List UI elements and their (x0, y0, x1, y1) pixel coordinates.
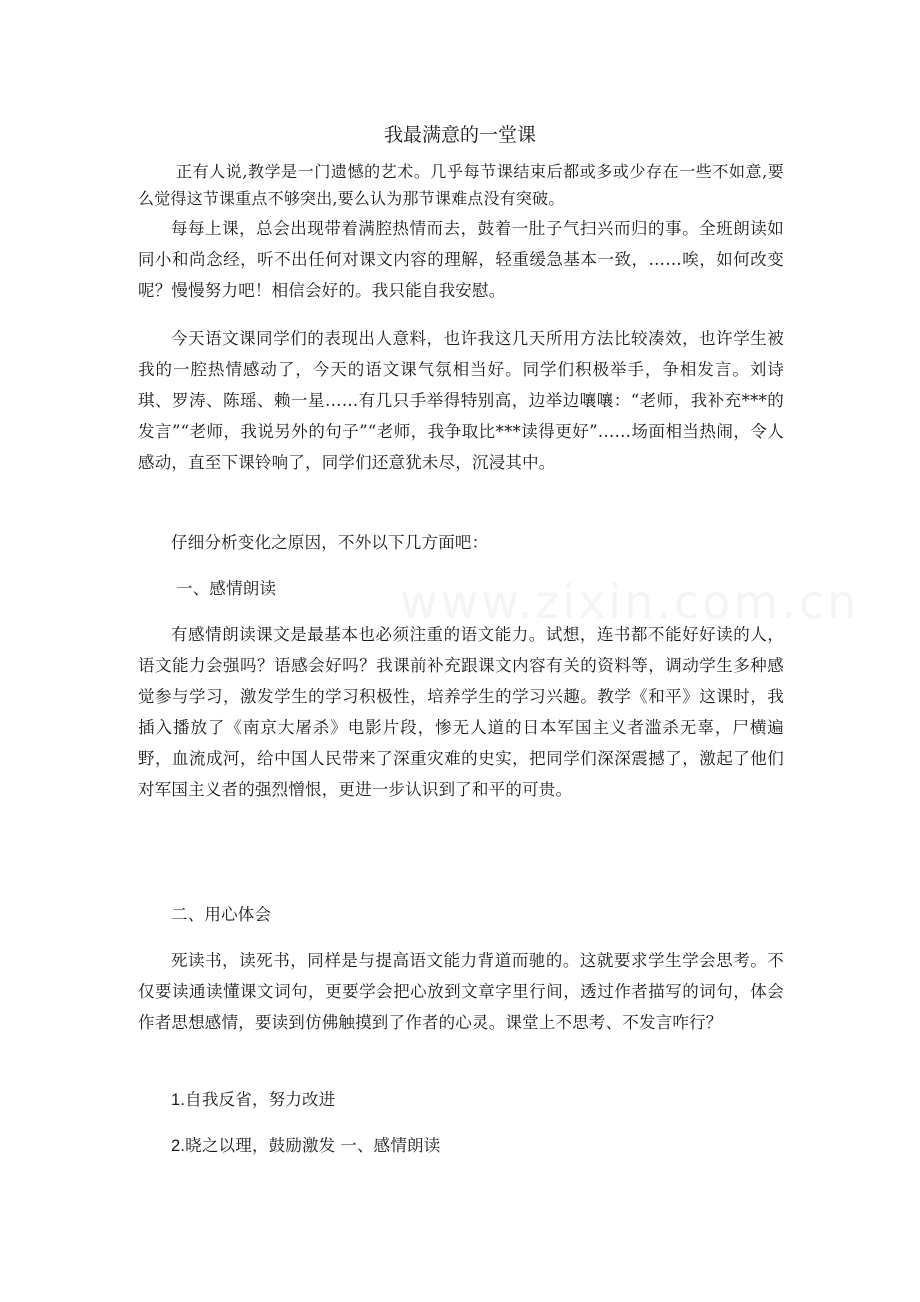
paragraph-careful-understanding: 死读书，读死书，同样是与提高语文能力背道而驰的。这就要求学生学会思考。不仅要读通读懂课文词句，更要学会把心放到文章字里行间，透过作者描写的词句，体会作者思想感情，要读到仿佛触摸到了作者的心灵。课堂上不思考、不发言咋行？ (138, 951, 784, 1032)
paragraph-problem: 每每上课，总会出现带着满腔热情而去，鼓着一肚子气扫兴而归的事。全班朗读如同小和尚念经，听不出任何对课文内容的理解，轻重缓急基本一致，……唉，如何改变呢？慢慢努力吧！相信会好的。我只能自我安慰。 (138, 219, 784, 300)
heading-emotional-reading: 一、感情朗读 (176, 579, 277, 598)
document-title: 我最满意的一堂课 (383, 124, 536, 146)
paragraph-analysis: 仔细分析变化之原因，不外以下几方面吧： (171, 533, 489, 552)
paragraph-today: 今天语文课同学们的表现出人意料，也许我这几天所用方法比较凑效，也许学生被我的一腔热情感动了，今天的语文课气氛相当好。同学们积极举手，争相发言。刘诗琪、罗涛、陈瑶、赖一星……有几只手举得特别高，边举边嚷嚷：“老师，我补充***的发言”“老师，我说另外的句子”“老师，我争取比***读得更好”……场面相当热闹，令人感动，直至下课铃响了，同学们还意犹未尽，沉浸其中。 (138, 329, 784, 472)
heading-careful-understanding: 二、用心体会 (171, 905, 272, 924)
paragraph-intro: 正有人说,教学是一门遗憾的艺术。几乎每节课结束后都或多或少存在一些不如意,要么觉得这节课重点不够突出,要么认为那节课难点没有突破。 (138, 162, 784, 208)
list-item-2: 2.晓之以理，鼓励激发 一、感情朗读 (171, 1137, 441, 1155)
list-item-1: 1.自我反省，努力改进 (171, 1091, 336, 1109)
paragraph-emotional-reading: 有感情朗读课文是最基本也必须注重的语文能力。试想，连书都不能好好读的人，语文能力会强吗？语感会好吗？我课前补充跟课文内容有关的资料等，调动学生多种感觉参与学习，激发学生的学习积极性，培养学生的学习兴趣。教学《和平》这课时，我插入播放了《南京大屠杀》电影片段，惨无人道的日本军国主义者滥杀无辜，尸横遍野，血流成河，给中国人民带来了深重灾难的史实，把同学们深深震撼了，激起了他们对军国主义者的强烈憎恨，更进一步认识到了和平的可贵。 (138, 625, 784, 799)
